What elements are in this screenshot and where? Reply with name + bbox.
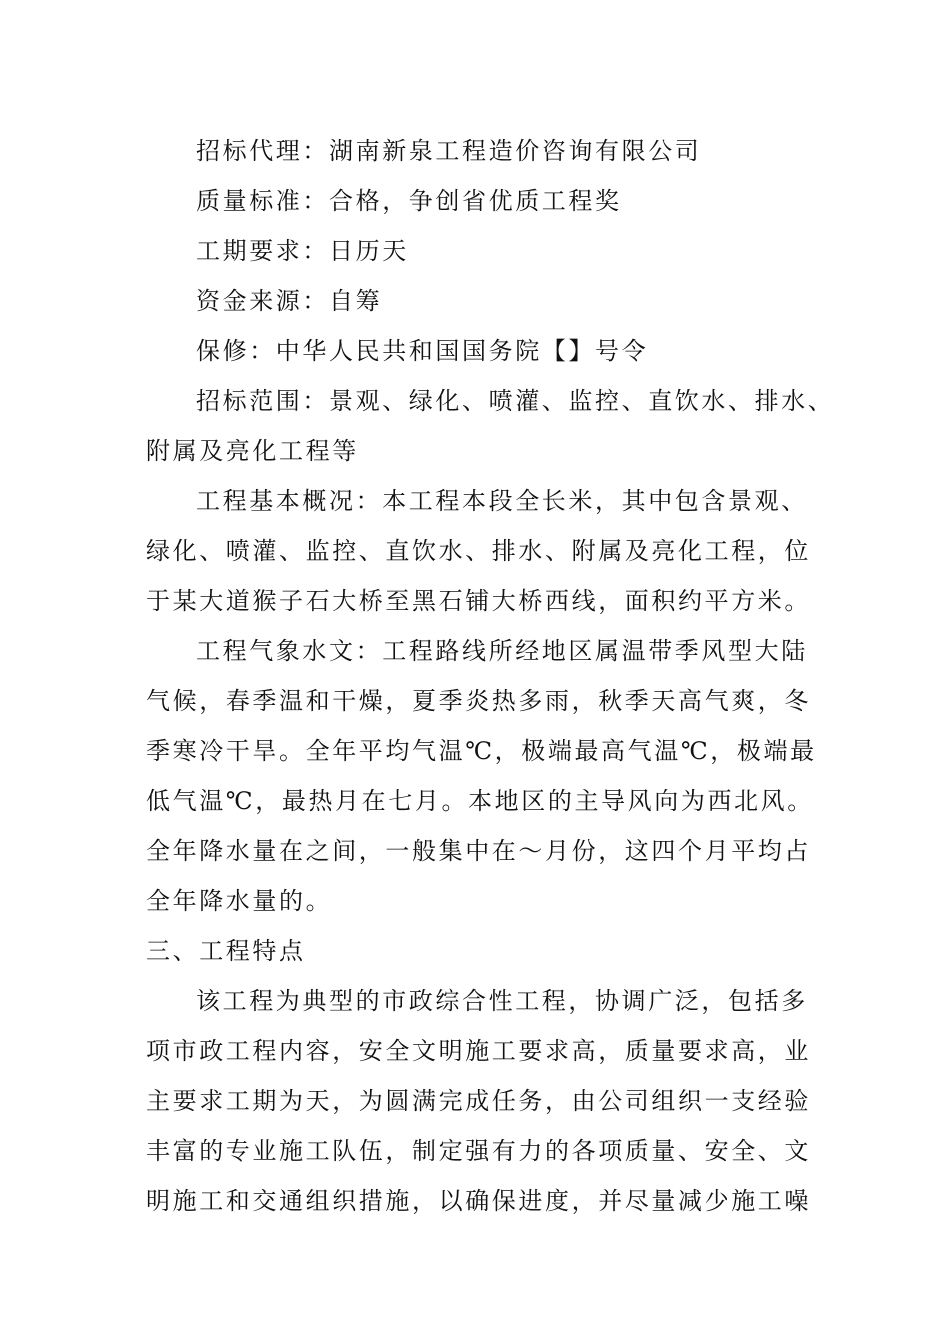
tender-scope-line-1: 招标范围：景观、绿化、喷灌、监控、直饮水、排水、 bbox=[196, 387, 835, 415]
project-features-line-3: 主要求工期为天，为圆满完成任务，由公司组织一支经验 bbox=[146, 1087, 811, 1115]
section-heading-project-features: 三、工程特点 bbox=[146, 937, 306, 965]
climate-hydrology-line-3: 季寒冷干旱。全年平均气温℃，极端最高气温℃，极端最 bbox=[146, 737, 817, 765]
tender-scope-line-2: 附属及亮化工程等 bbox=[146, 437, 359, 465]
climate-hydrology-line-2: 气候，春季温和干燥，夏季炎热多雨，秋季天高气爽，冬 bbox=[146, 687, 811, 715]
warranty-line: 保修：中华人民共和国国务院【】号令 bbox=[196, 337, 649, 365]
tender-agent-line: 招标代理：湖南新泉工程造价咨询有限公司 bbox=[196, 137, 702, 165]
project-features-line-2: 项市政工程内容，安全文明施工要求高，质量要求高，业 bbox=[146, 1037, 811, 1065]
project-overview-line-1: 工程基本概况：本工程本段全长米，其中包含景观、 bbox=[196, 487, 808, 515]
climate-hydrology-line-5: 全年降水量在之间，一般集中在～月份，这四个月平均占 bbox=[146, 837, 811, 865]
funding-source-line: 资金来源：自筹 bbox=[196, 287, 383, 315]
climate-hydrology-line-6: 全年降水量的。 bbox=[146, 887, 333, 915]
project-features-line-4: 丰富的专业施工队伍，制定强有力的各项质量、安全、文 bbox=[146, 1137, 811, 1165]
climate-hydrology-line-4: 低气温℃，最热月在七月。本地区的主导风向为西北风。 bbox=[146, 787, 814, 815]
climate-hydrology-line-1: 工程气象水文：工程路线所经地区属温带季风型大陆 bbox=[196, 637, 808, 665]
project-features-line-1: 该工程为典型的市政综合性工程，协调广泛，包括多 bbox=[196, 987, 808, 1015]
project-overview-line-3: 于某大道猴子石大桥至黑石铺大桥西线，面积约平方米。 bbox=[146, 587, 811, 615]
quality-standard-line: 质量标准：合格，争创省优质工程奖 bbox=[196, 187, 622, 215]
project-features-line-5: 明施工和交通组织措施，以确保进度，并尽量减少施工噪 bbox=[146, 1187, 811, 1215]
project-overview-line-2: 绿化、喷灌、监控、直饮水、排水、附属及亮化工程，位 bbox=[146, 537, 811, 565]
duration-requirement-line: 工期要求：日历天 bbox=[196, 237, 409, 265]
